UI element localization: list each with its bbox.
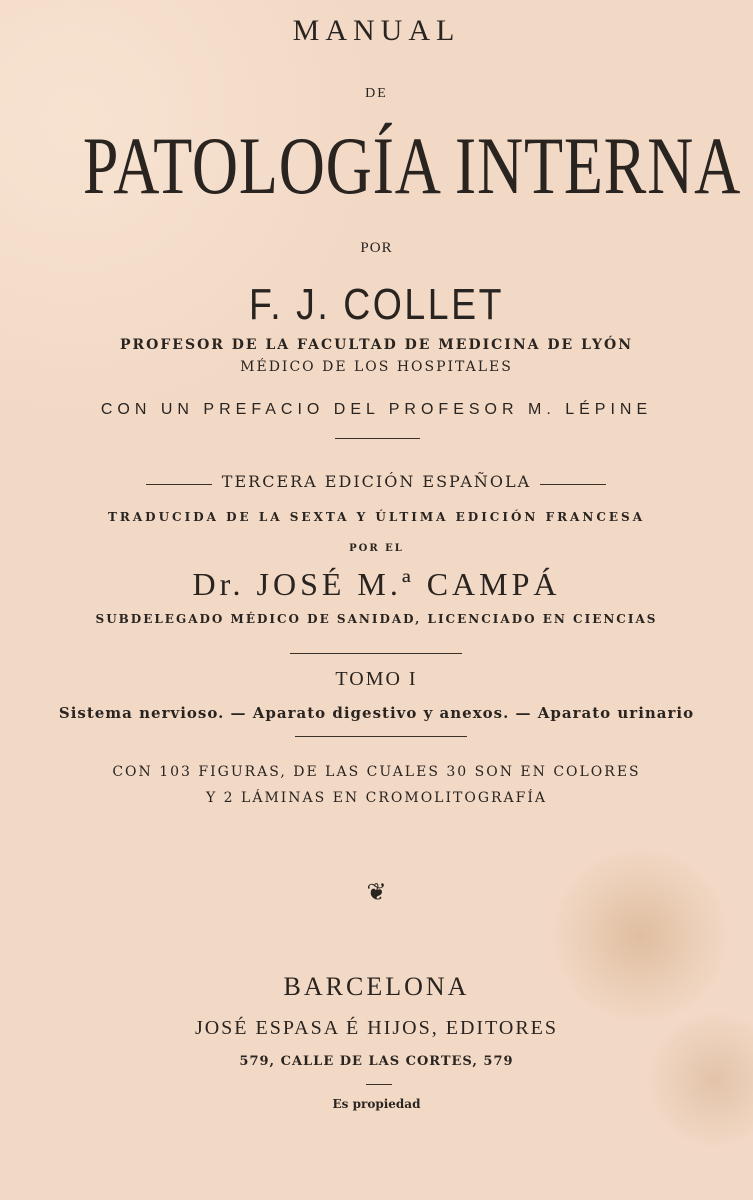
translator-name: Dr. JOSÉ M.ª CAMPÁ [192, 566, 561, 602]
translator-titles: SUBDELEGADO MÉDICO DE SANIDAD, LICENCIADO EN CIENCIAS [95, 612, 658, 626]
rights-notice: Es propiedad [332, 1097, 421, 1111]
edition: TERCERA EDICIÓN ESPAÑOLA [221, 472, 532, 491]
edition-rule-right [540, 484, 606, 485]
publisher-address: 579, CALLE DE LAS CORTES, 579 [239, 1054, 514, 1069]
divider-volume-bottom [295, 736, 467, 737]
preface-credit: CON UN PREFACIO DEL PROFESOR M. LÉPINE [100, 401, 653, 418]
divider-volume-top [290, 653, 462, 654]
heading-de: DE [365, 86, 388, 101]
author-name: F. J. COLLET [248, 280, 505, 329]
figures-note-1: CON 103 FIGURAS, DE LAS CUALES 30 SON EN COLORES [112, 764, 641, 780]
volume-number: TOMO I [335, 668, 418, 690]
figures-note-2: Y 2 LÁMINAS EN CROMOLITOGRAFÍA [205, 790, 548, 806]
divider-upper [335, 438, 420, 439]
publisher-name: JOSÉ ESPASA É HIJOS, EDITORES [194, 1017, 559, 1039]
volume-contents: Sistema nervioso. — Aparato digestivo y anexos. — Aparato urinario [58, 704, 695, 722]
translator-por-el: POR EL [349, 543, 404, 554]
book-title: PATOLOGÍA INTERNA [82, 120, 742, 211]
author-affiliation-2: MÉDICO DE LOS HOSPITALES [240, 359, 513, 375]
heading-manual: MANUAL [292, 14, 461, 47]
publication-city: BARCELONA [283, 972, 470, 1001]
fleuron-icon: ❦ [366, 878, 387, 906]
divider-small [366, 1084, 392, 1085]
author-por: POR [360, 240, 393, 256]
author-affiliation-1: PROFESOR DE LA FACULTAD DE MEDICINA DE LYÓN [120, 337, 633, 353]
translation-source: TRADUCIDA DE LA SEXTA Y ÚLTIMA EDICIÓN FRANCESA [107, 510, 646, 524]
